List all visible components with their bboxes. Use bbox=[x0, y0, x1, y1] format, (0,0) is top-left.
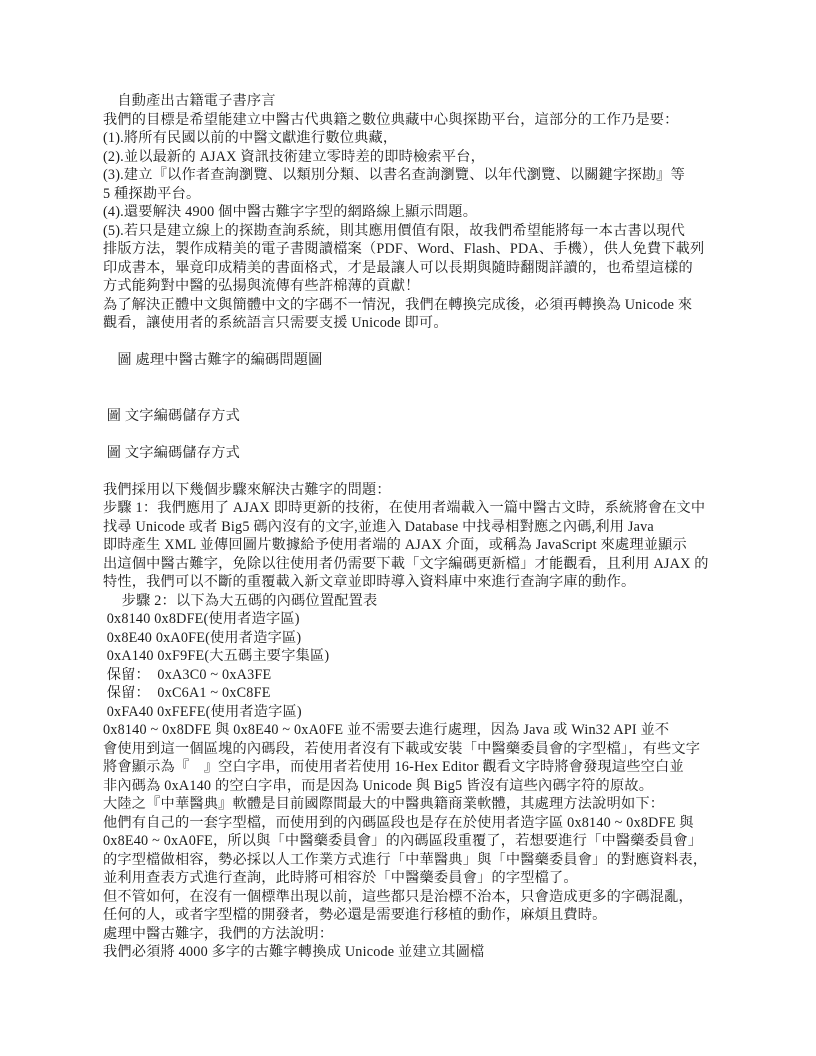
text-line: 任何的人，或者字型檔的開發者，勢必還是需要進行移植的動作，麻煩且費時。 bbox=[103, 907, 607, 923]
text-line: 特性，我們可以不斷的重覆載入新文章並即時導入資料庫中來進行查詢字庫的動作。 bbox=[103, 574, 636, 590]
blank-line bbox=[103, 425, 721, 444]
text-line: 觀看，讓使用者的系統語言只需要支援 Unicode 即可。 bbox=[103, 315, 448, 331]
code-table-row: 0x8140 0x8DFE(使用者造字區) bbox=[103, 611, 300, 627]
text-line: 5 種探勘平台。 bbox=[103, 185, 201, 202]
blank-line bbox=[103, 388, 721, 407]
figure-caption: 圖 處理中醫古難字的編碼問題圖 bbox=[103, 352, 323, 368]
text-line: 0x8E40 ~ 0xA0FE，所以與「中醫藥委員會」的內碼區段重覆了，若想要進行「中醫藥委員會」 bbox=[103, 833, 703, 849]
text-line: 找尋 Unicode 或者 Big5 碼內沒有的文字,並進入 Database 中找尋相對應之內碼,利用 Java bbox=[103, 518, 654, 535]
text-line: 排版方法，製作成精美的電子書閱讀檔案（PDF、Word、Flash、PDA、手機），供人免費下載列 bbox=[103, 241, 705, 257]
text-line: 我們採用以下幾個步驟來解決古難字的問題： bbox=[103, 481, 391, 498]
text-line: 方式能夠對中醫的弘揚與流傳有些許棉薄的貢獻！ bbox=[103, 278, 420, 294]
text-line: 0x8140 ~ 0x8DFE 與 0x8E40 ~ 0xA0FE 並不需要去進行處理，因為 Java 或 Win32 API 並不 bbox=[103, 722, 670, 738]
code-table-row: 0xA140 0xF9FE(大五碼主要字集區) bbox=[103, 648, 330, 664]
text-line: 處理中醫古難字，我們的方法說明： bbox=[103, 925, 334, 942]
text-line: 的字型檔做相容，勢必採以人工作業方式進行「中華醫典」與「中醫藥委員會」的對應資料表， bbox=[103, 851, 708, 868]
blank-line bbox=[103, 333, 721, 352]
text-line: (5).若只是建立線上的探勘查詢系統，則其應用價值有限，故我們希望能將每一本古書以現代 bbox=[103, 222, 686, 239]
text-line: 大陸之『中華醫典』軟體是目前國際間最大的中醫典籍商業軟體，其處理方法說明如下： bbox=[103, 796, 665, 812]
code-table-row: 保留： 0xC6A1 ~ 0xC8FE bbox=[103, 685, 271, 701]
text-line: (4).還要解決 4900 個中醫古難字字型的網路線上顯示問題。 bbox=[103, 204, 478, 220]
text-line: 非內碼為 0xA140 的空白字串，而是因為 Unicode 與 Big5 皆沒有這些內碼字符的原故。 bbox=[103, 777, 654, 794]
text-line: 並利用查表方式進行查詢，此時將可相容於「中醫藥委員會」的字型檔了。 bbox=[103, 870, 578, 886]
figure-caption: 圖 文字編碼儲存方式 bbox=[103, 444, 240, 461]
text-line: 會使用到這一個區塊的內碼段，若使用者沒有下載或安裝「中醫藥委員會的字型檔」，有些文字 bbox=[103, 740, 701, 757]
text-line: 即時產生 XML 並傳回圖片數據給予使用者端的 AJAX 介面，或稱為 JavaScript 來處理並顯示 bbox=[103, 537, 687, 553]
text-line: 我們必須將 4000 多字的古難字轉換成 Unicode 並建立其圖檔 bbox=[103, 944, 485, 960]
text-line: 但不管如何，在沒有一個標準出現以前，這些都只是治標不治本，只會造成更多的字碼混亂， bbox=[103, 888, 693, 905]
blank-line bbox=[103, 370, 721, 389]
text-line: (1).將所有民國以前的中醫文獻進行數位典藏， bbox=[103, 130, 398, 146]
text-line: (2).並以最新的 AJAX 資訊技術建立零時差的即時檢索平台， bbox=[103, 148, 485, 165]
text-line: 我們的目標是希望能建立中醫古代典籍之數位典藏中心與探勘平台，這部分的工作乃是要： bbox=[103, 111, 679, 128]
text-line: 出這個中醫古難字，免除以往使用者仍需要下載「文字編碼更新檔」才能觀看，且利用 AJAX 的 bbox=[103, 555, 709, 572]
figure-caption: 圖 文字編碼儲存方式 bbox=[103, 407, 240, 424]
text-line: 為了解決正體中文與簡體中文的字碼不一情況，我們在轉換完成後，必須再轉換為 Unicode 來 bbox=[103, 296, 693, 313]
document-title: 自動產出古籍電子書序言 bbox=[103, 93, 276, 109]
text-line: 步驟 2：以下為大五碼的內碼位置配置表 bbox=[103, 592, 378, 609]
text-line: 他們有自己的一套字型檔，而使用到的內碼區段也是存在於使用者造字區 0x8140 ~ 0x8DFE 與 bbox=[103, 814, 694, 831]
code-table-row: 保留： 0xA3C0 ~ 0xA3FE bbox=[103, 666, 272, 683]
text-line: 步驟 1：我們應用了 AJAX 即時更新的技術，在使用者端載入一篇中醫古文時，系統將會在文中 bbox=[103, 500, 706, 516]
text-line: (3).建立『以作者查詢瀏覽、以類別分類、以書名查詢瀏覽、以年代瀏覽、以關鍵字探勘』等 bbox=[103, 167, 686, 183]
code-table-row: 0x8E40 0xA0FE(使用者造字區) bbox=[103, 629, 302, 646]
code-table-row: 0xFA40 0xFEFE(使用者造字區) bbox=[103, 703, 302, 720]
text-line: 將會顯示為『 』空白字串，而使用者若使用 16-Hex Editor 觀看文字時將會發現這些空白並 bbox=[103, 759, 684, 775]
document-body bbox=[103, 92, 721, 962]
blank-line bbox=[103, 462, 721, 481]
text-line: 印成書本，畢竟印成精美的書面格式，才是最讓人可以長期與隨時翻閱詳讀的，也希望這樣的 bbox=[103, 259, 693, 276]
